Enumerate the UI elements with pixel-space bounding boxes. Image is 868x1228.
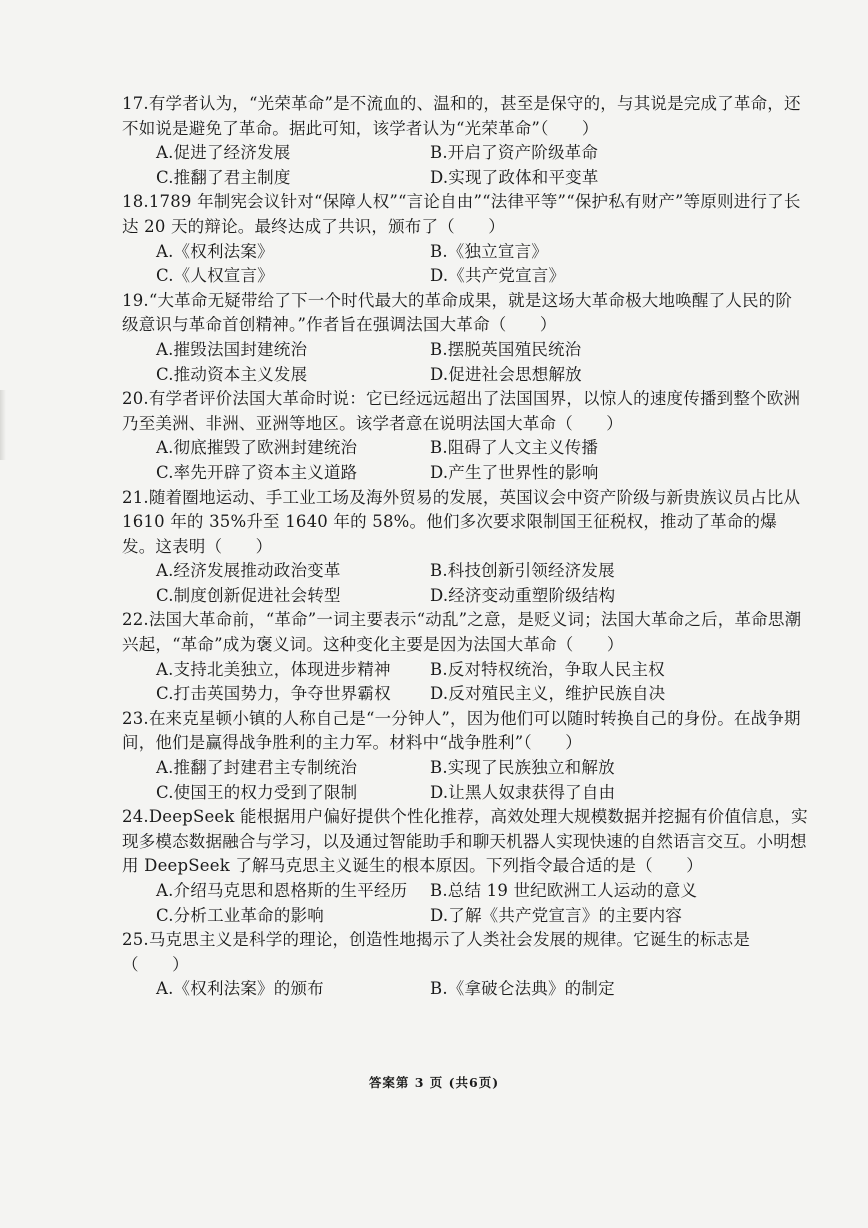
answer-options xyxy=(156,338,808,387)
answer-options xyxy=(156,977,808,1002)
question-17 xyxy=(122,92,808,190)
answer-option: A.推翻了封建君主专制统治 xyxy=(156,758,358,778)
answer-option: B.开启了资产阶级革命 xyxy=(430,143,599,163)
answer-option: D.产生了世界性的影响 xyxy=(430,462,599,482)
question-stem: 22.法国大革命前，“革命”一词主要表示“动乱”之意，是贬义词；法国大革命之后，革命思潮兴起，“革命”成为褒义词。这种变化主要是因为法国大革命（ ） xyxy=(122,610,802,655)
answer-option: C.推动资本主义发展 xyxy=(156,364,308,384)
question-stem: 21.随着圈地运动、手工业工场及海外贸易的发展，英国议会中资产阶级与新贵族议员占比从 1610 年的 35%升至 1640 年的 58%。他们多次要求限制国王征税权，推动了革命的爆发。这表明（ ） xyxy=(122,487,801,556)
question-stem: 20.有学者评价法国大革命时说：它已经远远超出了法国国界，以惊人的速度传播到整个欧洲乃至美洲、非洲、亚洲等地区。该学者意在说明法国大革命（ ） xyxy=(122,389,801,433)
answer-options xyxy=(156,559,808,608)
answer-option: B.反对特权统治，争取人民主权 xyxy=(430,659,665,679)
question-20 xyxy=(122,387,808,485)
answer-option: A.经济发展推动政治变革 xyxy=(156,561,341,581)
answer-options xyxy=(156,658,808,707)
question-21 xyxy=(122,486,808,609)
question-stem: 25.马克思主义是科学的理论，创造性地揭示了人类社会发展的规律。它诞生的标志是（ ） xyxy=(122,930,751,974)
answer-option: B.阻碍了人文主义传播 xyxy=(430,438,599,458)
answer-option: D.了解《共产党宣言》的主要内容 xyxy=(430,905,683,925)
answer-option: B.《独立宣言》 xyxy=(430,241,548,261)
answer-option: D.实现了政体和平变革 xyxy=(430,167,599,187)
question-stem: 24.DeepSeek 能根据用户偏好提供个性化推荐，高效处理大规模数据并挖掘有价值信息，实现多模态数据融合与学习，以及通过智能助手和聊天机器人实现快速的自然语言交互。小明想用 DeepSeek 了解马克思主义诞生的根本原因。下列指令最合适的是（ ） xyxy=(122,807,808,876)
scan-edge-shadow xyxy=(0,390,6,460)
question-stem: 17.有学者认为，“光荣革命”是不流血的、温和的，甚至是保守的，与其说是完成了革命，还不如说是避免了革命。据此可知，该学者认为“光荣革命”（ ） xyxy=(122,94,801,138)
answer-option: B.摆脱英国殖民统治 xyxy=(430,339,582,359)
question-19 xyxy=(122,289,808,387)
answer-option: B.科技创新引领经济发展 xyxy=(430,561,615,581)
answer-option: A.摧毁法国封建统治 xyxy=(156,339,308,359)
question-18 xyxy=(122,190,808,288)
answer-option: A.《权利法案》的颁布 xyxy=(156,979,324,999)
answer-option: C.《人权宣言》 xyxy=(156,266,274,286)
answer-option: A.促进了经济发展 xyxy=(156,143,291,163)
answer-options xyxy=(156,240,808,289)
answer-options xyxy=(156,879,808,928)
answer-option: C.分析工业革命的影响 xyxy=(156,905,324,925)
answer-option: D.反对殖民主义，维护民族自决 xyxy=(430,684,666,704)
answer-option: A.支持北美独立，体现进步精神 xyxy=(156,659,391,679)
answer-option: D.促进社会思想解放 xyxy=(430,364,582,384)
question-22 xyxy=(122,608,808,706)
answer-option: D.《共产党宣言》 xyxy=(430,266,566,286)
page-footer: 答案第 3 页 (共6页) xyxy=(368,1075,500,1090)
question-25 xyxy=(122,928,808,1002)
answer-option: B.实现了民族独立和解放 xyxy=(430,758,615,778)
answer-option: A.《权利法案》 xyxy=(156,241,274,261)
answer-options xyxy=(156,436,808,485)
answer-option: C.率先开辟了资本主义道路 xyxy=(156,462,358,482)
answer-options xyxy=(156,756,808,805)
question-23 xyxy=(122,707,808,805)
answer-option: A.彻底摧毁了欧洲封建统治 xyxy=(156,438,358,458)
question-stem: 23.在来克星顿小镇的人称自己是“一分钟人”，因为他们可以随时转换自己的身份。在战争期间，他们是赢得战争胜利的主力军。材料中“战争胜利”（ ） xyxy=(122,708,801,753)
answer-option: A.介绍马克思和恩格斯的生平经历 xyxy=(156,881,408,900)
question-list xyxy=(122,92,808,1002)
answer-option: D.经济变动重塑阶级结构 xyxy=(430,585,616,605)
question-stem: 18.1789 年制宪会议针对“保障人权”“言论自由”“法律平等”“保护私有财产”等原则进行了长达 20 天的辩论。最终达成了共识，颁布了（ ） xyxy=(122,192,801,236)
answer-options xyxy=(156,141,808,190)
answer-option: C.推翻了君主制度 xyxy=(156,167,291,187)
answer-option: C.制度创新促进社会转型 xyxy=(156,585,341,605)
question-24 xyxy=(122,805,808,928)
answer-option: B.《拿破仑法典》的制定 xyxy=(430,979,615,999)
answer-option: C.打击英国势力，争夺世界霸权 xyxy=(156,684,391,704)
question-stem: 19.“大革命无疑带给了下一个时代最大的革命成果，就是这场大革命极大地唤醒了人民的阶级意识与革命首创精神。”作者旨在强调法国大革命（ ） xyxy=(122,290,793,335)
answer-option: D.让黑人奴隶获得了自由 xyxy=(430,782,616,802)
answer-option: B.总结 19 世纪欧洲工人运动的意义 xyxy=(430,881,698,900)
answer-option: C.使国王的权力受到了限制 xyxy=(156,782,358,802)
